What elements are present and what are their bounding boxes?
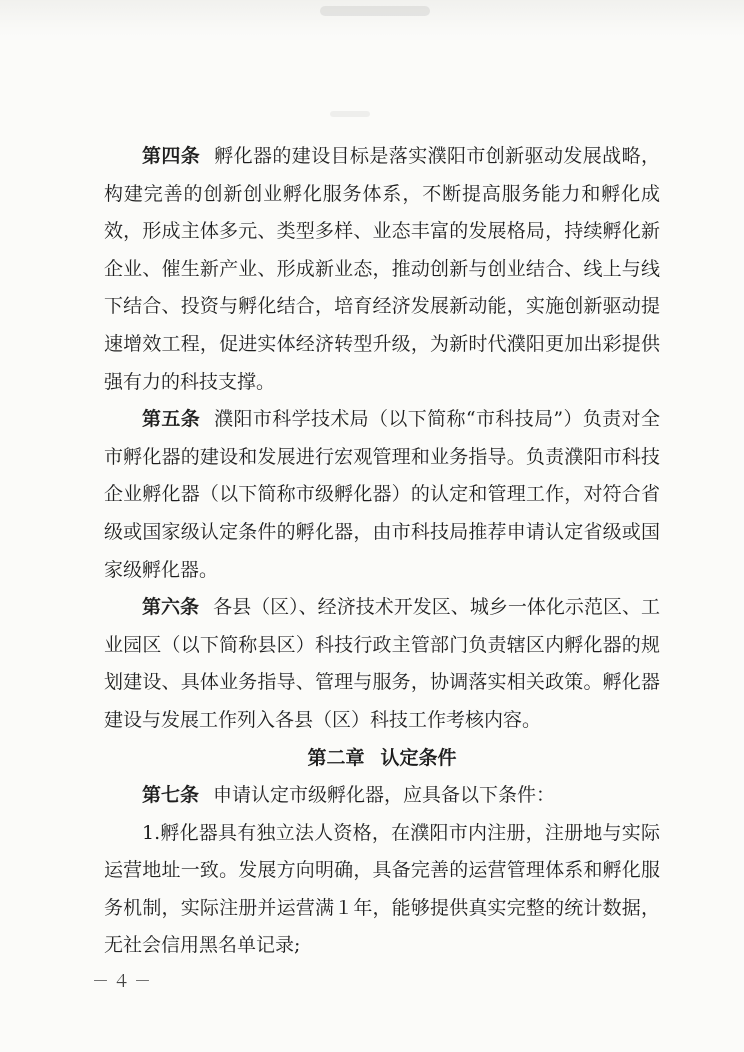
condition-1-text: 1.孵化器具有独立法人资格，在濮阳市内注册，注册地与实际运营地址一致。发展方向明确，具备完善的运营管理体系和孵化服务机制，实际注册并运营满１年，能够提供真实完整的统计数据，无社会信用黑名单记录;	[104, 821, 660, 957]
article-4-paragraph	[104, 138, 660, 401]
article-5-text: 濮阳市科学技术局（以下简称“市科技局”）负责对全市孵化器的建设和发展进行宏观管理和业务指导。负责濮阳市科技企业孵化器（以下简称市级孵化器）的认定和管理工作，对符合省级或国家级认定条件的孵化器，由市科技局推荐申请认定省级或国家级孵化器。	[104, 408, 660, 581]
chapter-title: 认定条件	[380, 746, 457, 769]
article-6-text: 各县（区）、经济技术开发区、城乡一体化示范区、工业园区（以下简称县区）科技行政主管部门负责辖区内孵化器的规划建设、具体业务指导、管理与服务，协调落实相关政策。孵化器建设与发展工作列入各县（区）科技工作考核内容。	[104, 596, 660, 731]
article-6-heading: 第六条	[142, 596, 200, 619]
chapter-heading	[104, 740, 660, 778]
article-5-heading: 第五条	[142, 408, 201, 431]
article-7-paragraph	[104, 777, 660, 815]
article-4-heading: 第四条	[142, 145, 201, 167]
article-7-heading: 第七条	[142, 784, 200, 807]
page-number: －４－	[92, 972, 155, 992]
article-6-paragraph	[104, 589, 660, 739]
condition-1-paragraph	[104, 815, 660, 965]
article-5-paragraph	[104, 401, 660, 589]
scan-smudge	[320, 6, 430, 16]
document-body	[104, 138, 660, 965]
chapter-number: 第二章	[307, 746, 365, 769]
scan-smudge-small	[330, 111, 370, 117]
article-7-text: 申请认定市级孵化器，应具备以下条件：	[213, 784, 556, 807]
article-4-text: 孵化器的建设目标是落实濮阳市创新驱动发展战略，构建完善的创新创业孵化服务体系，不断提高服务能力和孵化成效，形成主体多元、类型多样、业态丰富的发展格局，持续孵化新企业、催生新产业、形成新业态，推动创新与创业结合、线上与线下结合、投资与孵化结合，培育经济发展新动能，实施创新驱动提速增效工程，促进实体经济转型升级，为新时代濮阳更加出彩提供强有力的科技支撑。	[104, 145, 660, 393]
